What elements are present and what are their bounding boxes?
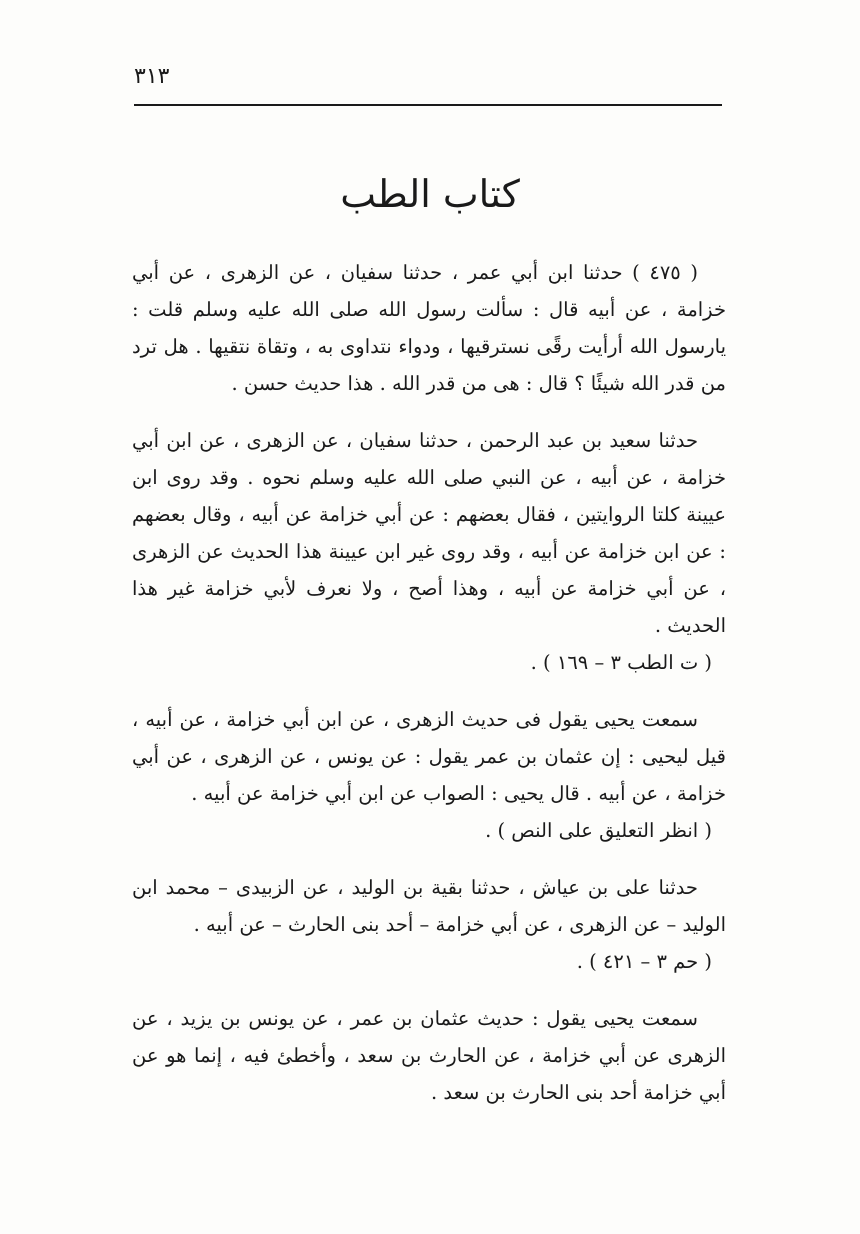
body-text [132, 254, 726, 1111]
hadith-paragraph-3 [132, 701, 726, 849]
paragraph-text: سمعت يحيى يقول : حديث عثمان بن عمر ، عن يونس بن يزيد ، عن الزهرى عن أبي خزامة ، عن الحارث بن سعد ، وأخطئ فيه ، إنما هو عن أبي خزامة أحد بنى الحارث بن سعد . [132, 1007, 726, 1104]
chapter-title: كتاب الطب [340, 172, 520, 216]
hadith-paragraph-2 [132, 422, 726, 681]
source-citation: ( حم ٣ – ٤٢١ ) . [576, 950, 712, 973]
source-citation: ( انظر التعليق على النص ) . [485, 819, 712, 842]
page-number: ٣١٣ [134, 64, 170, 89]
hadith-paragraph-1 [132, 254, 726, 402]
source-citation: ( ت الطب ٣ – ١٦٩ ) . [530, 651, 712, 674]
paragraph-text: سمعت يحيى يقول فى حديث الزهرى ، عن ابن أبي خزامة ، عن أبيه ، قيل ليحيى : إن عثمان بن عمر يقول : عن يونس ، عن الزهرى ، عن أبي خزامة ، عن أبيه . قال يحيى : الصواب عن ابن أبي خزامة عن أبيه . [132, 708, 726, 805]
header-rule [134, 104, 722, 106]
hadith-paragraph-4 [132, 869, 726, 980]
paragraph-text: حدثنا على بن عياش ، حدثنا بقية بن الوليد ، عن الزبيدى – محمد ابن الوليد – عن الزهرى ، عن أبي خزامة – أحد بنى الحارث – عن أبيه . [132, 876, 726, 936]
hadith-paragraph-5 [132, 1000, 726, 1111]
paragraph-text: حدثنا سعيد بن عبد الرحمن ، حدثنا سفيان ، عن الزهرى ، عن ابن أبي خزامة ، عن أبيه ، عن النبي صلى الله عليه وسلم نحوه . وقد روى ابن عيينة كلتا الروايتين ، فقال بعضهم : عن أبي خزامة عن أبيه ، وقال بعضهم : عن ابن خزامة عن أبيه ، وقد روى غير ابن عيينة هذا الحديث عن الزهرى ، عن أبي خزامة عن أبيه ، وهذا أصح ، ولا نعرف لأبي خزامة غير هذا الحديث . [132, 429, 726, 637]
paragraph-text: ( ٤٧٥ ) حدثنا ابن أبي عمر ، حدثنا سفيان ، عن الزهرى ، عن أبي خزامة ، عن أبيه قال : سألت رسول الله صلى الله عليه وسلم قلت : يارسول الله أرأيت رقًى نسترقيها ، ودواء نتداوى به ، وتقاة نتقيها . هل ترد من قدر الله شيئًا ؟ قال : هى من قدر الله . هذا حديث حسن . [132, 261, 726, 395]
